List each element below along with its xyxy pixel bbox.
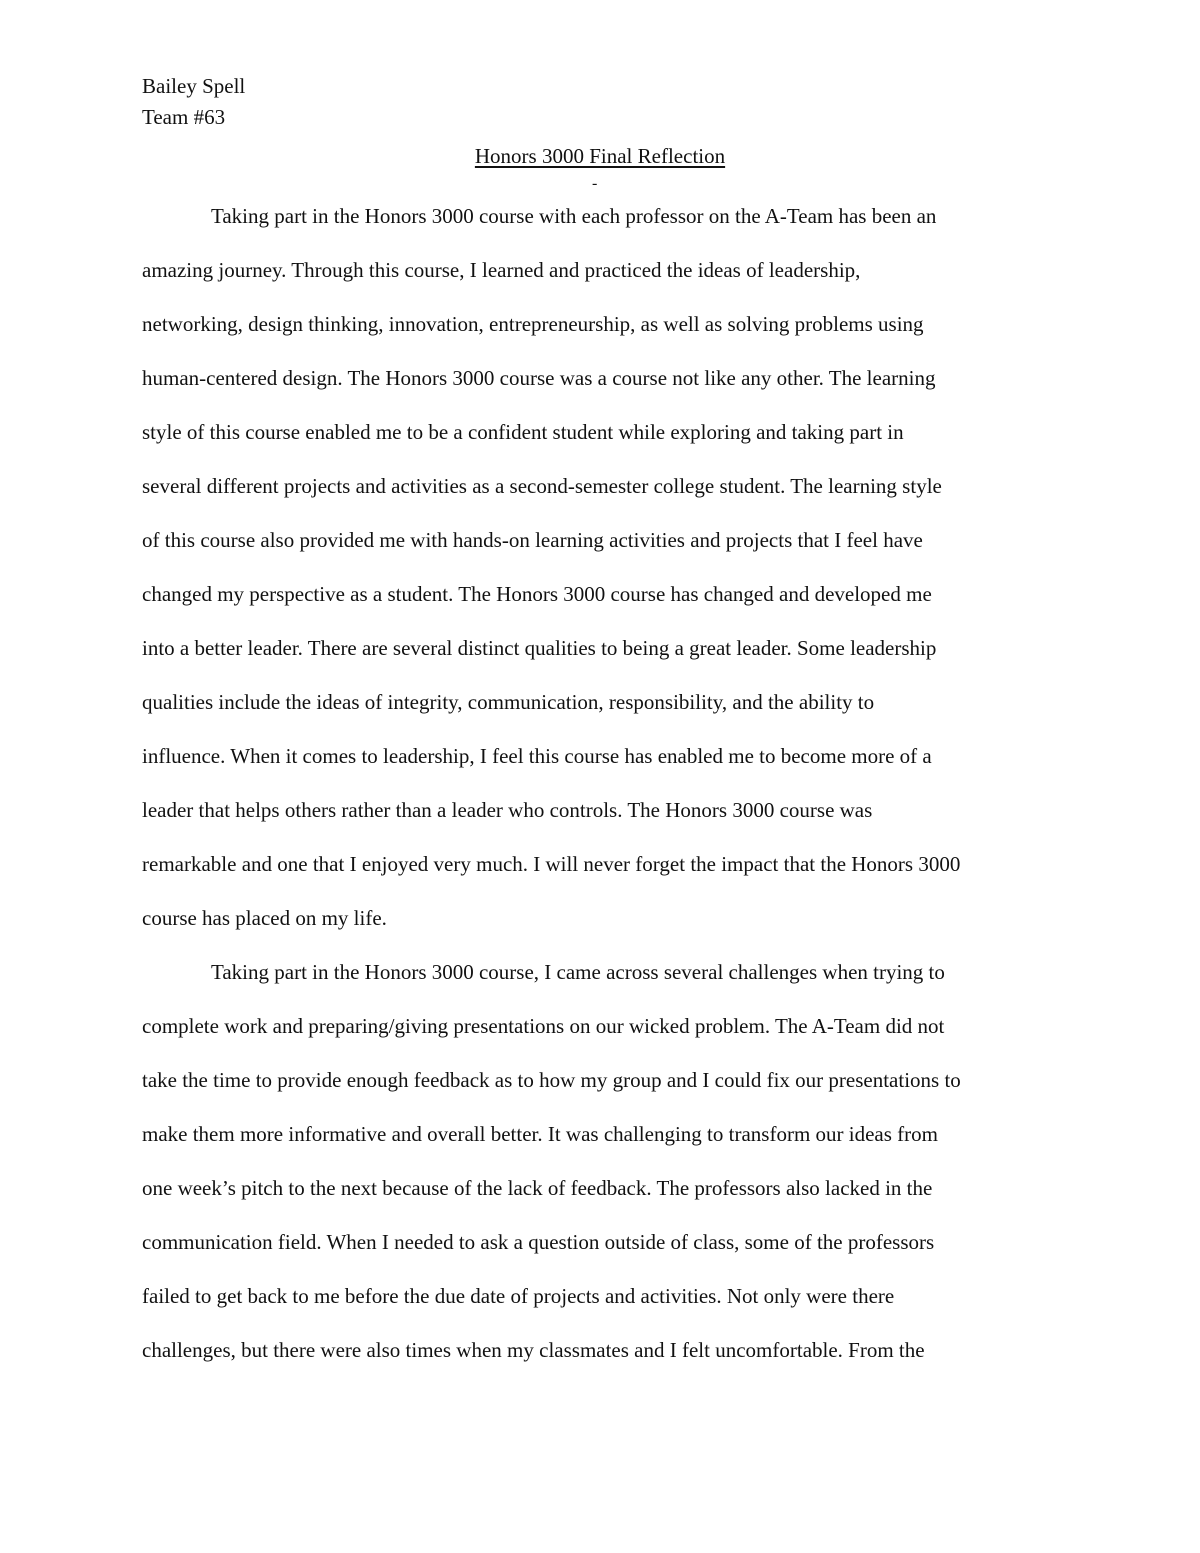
text-line: changed my perspective as a student. The Honors 3000 course has changed and developed me	[142, 582, 932, 606]
text-line: networking, design thinking, innovation, entrepreneurship, as well as solving problems using	[142, 312, 924, 336]
text-line: Taking part in the Honors 3000 course with each professor on the A-Team has been an	[211, 204, 937, 228]
document-title: Honors 3000 Final Reflection	[474, 144, 726, 168]
text-line: remarkable and one that I enjoyed very much. I will never forget the impact that the Honors 3000	[142, 852, 961, 876]
text-line: take the time to provide enough feedback as to how my group and I could fix our presentations to	[142, 1068, 961, 1092]
text-line: leader that helps others rather than a leader who controls. The Honors 3000 course was	[142, 798, 873, 822]
text-line: complete work and preparing/giving presentations on our wicked problem. The A-Team did not	[142, 1014, 945, 1038]
text-line: failed to get back to me before the due date of projects and activities. Not only were there	[142, 1284, 895, 1308]
text-line: amazing journey. Through this course, I learned and practiced the ideas of leadership,	[142, 258, 861, 282]
title-mark: -	[592, 175, 598, 192]
team-number: Team #63	[142, 105, 226, 129]
text-line: course has placed on my life.	[142, 906, 387, 930]
text-line: one week’s pitch to the next because of the lack of feedback. The professors also lacked in the	[142, 1176, 933, 1200]
paragraph-1	[142, 200, 1072, 956]
text-line: of this course also provided me with hands-on learning activities and projects that I feel have	[142, 528, 923, 552]
text-line: several different projects and activities as a second-semester college student. The learning style	[142, 474, 942, 498]
text-line: communication field. When I needed to ask a question outside of class, some of the professors	[142, 1230, 935, 1254]
text-line: qualities include the ideas of integrity, communication, responsibility, and the ability to	[142, 690, 875, 714]
document-body	[142, 200, 1072, 1388]
text-line: influence. When it comes to leadership, I feel this course has enabled me to become more of a	[142, 744, 932, 768]
text-line: challenges, but there were also times when my classmates and I felt uncomfortable. From the	[142, 1338, 925, 1362]
text-line: into a better leader. There are several distinct qualities to being a great leader. Some leadership	[142, 636, 937, 660]
text-line: style of this course enabled me to be a confident student while exploring and taking part in	[142, 420, 904, 444]
text-line: make them more informative and overall better. It was challenging to transform our ideas from	[142, 1122, 938, 1146]
text-line: Taking part in the Honors 3000 course, I came across several challenges when trying to	[211, 960, 945, 984]
author-name: Bailey Spell	[142, 74, 246, 98]
text-line: human-centered design. The Honors 3000 course was a course not like any other. The learning	[142, 366, 936, 390]
paragraph-2	[142, 956, 1072, 1388]
